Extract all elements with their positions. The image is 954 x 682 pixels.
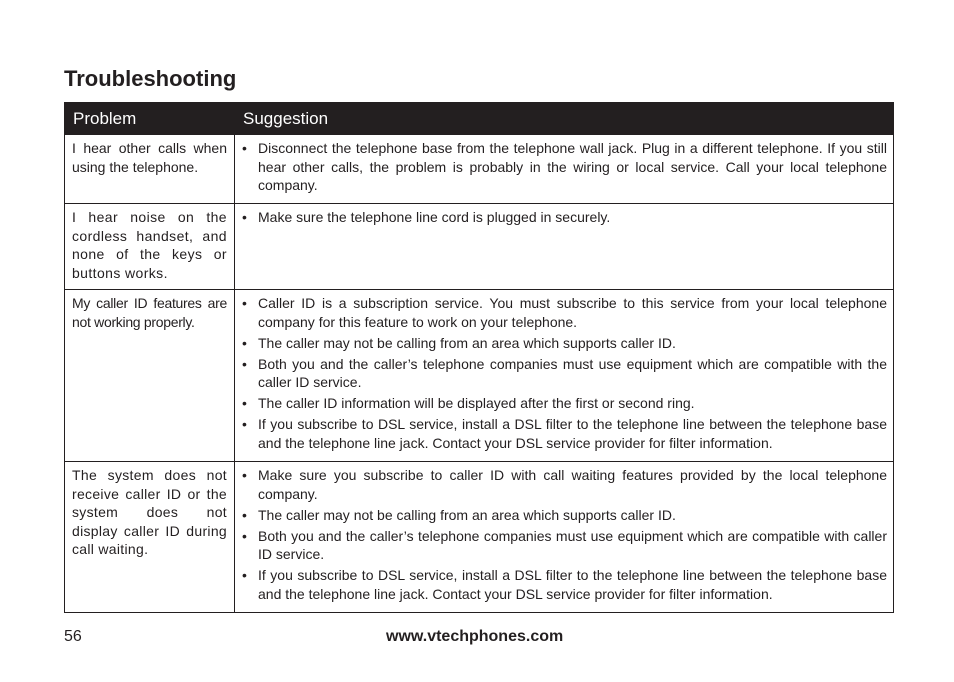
suggestion-cell [235, 290, 894, 462]
table-row [65, 204, 894, 290]
suggestion-item: • The caller may not be calling from an area which supports caller ID. [241, 334, 887, 353]
suggestion-item: • If you subscribe to DSL service, install a DSL filter to the telephone line between the telephone base and the telephone line jack. Contact your DSL service provider for filter information. [241, 415, 887, 452]
suggestion-item: • Both you and the caller’s telephone companies must use equipment which are compatible with the caller ID service. [241, 355, 887, 392]
suggestion-item: • The caller ID information will be displayed after the first or second ring. [241, 394, 887, 413]
suggestion-item: • Both you and the caller’s telephone companies must use equipment which are compatible with caller ID service. [241, 527, 887, 564]
table-row [65, 290, 894, 462]
problem-cell: The system does not receive caller ID or the system does not display caller ID during call waiting. [65, 462, 235, 613]
suggestion-item: • The caller may not be calling from an area which supports caller ID. [241, 506, 887, 525]
table-header-row [65, 103, 894, 135]
table-row [65, 462, 894, 613]
page-number: 56 [64, 628, 82, 645]
table-row [65, 135, 894, 204]
suggestion-list [241, 294, 887, 452]
suggestion-list [241, 139, 887, 195]
page-title: Troubleshooting [64, 66, 237, 91]
problem-cell: My caller ID features are not working properly. [65, 290, 235, 462]
suggestion-item: • Disconnect the telephone base from the telephone wall jack. Plug in a different telephone. If you still hear other calls, the problem is probably in the wiring or local service. Call your local telephone company. [241, 139, 887, 195]
suggestion-cell [235, 462, 894, 613]
suggestion-item: • If you subscribe to DSL service, install a DSL filter to the telephone line between the telephone base and the telephone line jack. Contact your DSL service provider for filter information. [241, 566, 887, 603]
column-header-problem: Problem [65, 103, 235, 135]
problem-cell: I hear other calls when using the telephone. [65, 135, 235, 204]
website-url: www.vtechphones.com [386, 628, 564, 645]
suggestion-item: • Caller ID is a subscription service. You must subscribe to this service from your local telephone company for this feature to work on your telephone. [241, 294, 887, 331]
suggestion-cell [235, 204, 894, 290]
suggestion-list [241, 208, 887, 227]
suggestion-cell [235, 135, 894, 204]
column-header-suggestion: Suggestion [235, 103, 894, 135]
suggestion-item: • Make sure you subscribe to caller ID with call waiting features provided by the local telephone company. [241, 466, 887, 503]
problem-cell: I hear noise on the cordless handset, and none of the keys or buttons works. [65, 204, 235, 290]
suggestion-list [241, 466, 887, 603]
suggestion-item: • Make sure the telephone line cord is plugged in securely. [241, 208, 887, 227]
troubleshooting-table [64, 102, 894, 613]
